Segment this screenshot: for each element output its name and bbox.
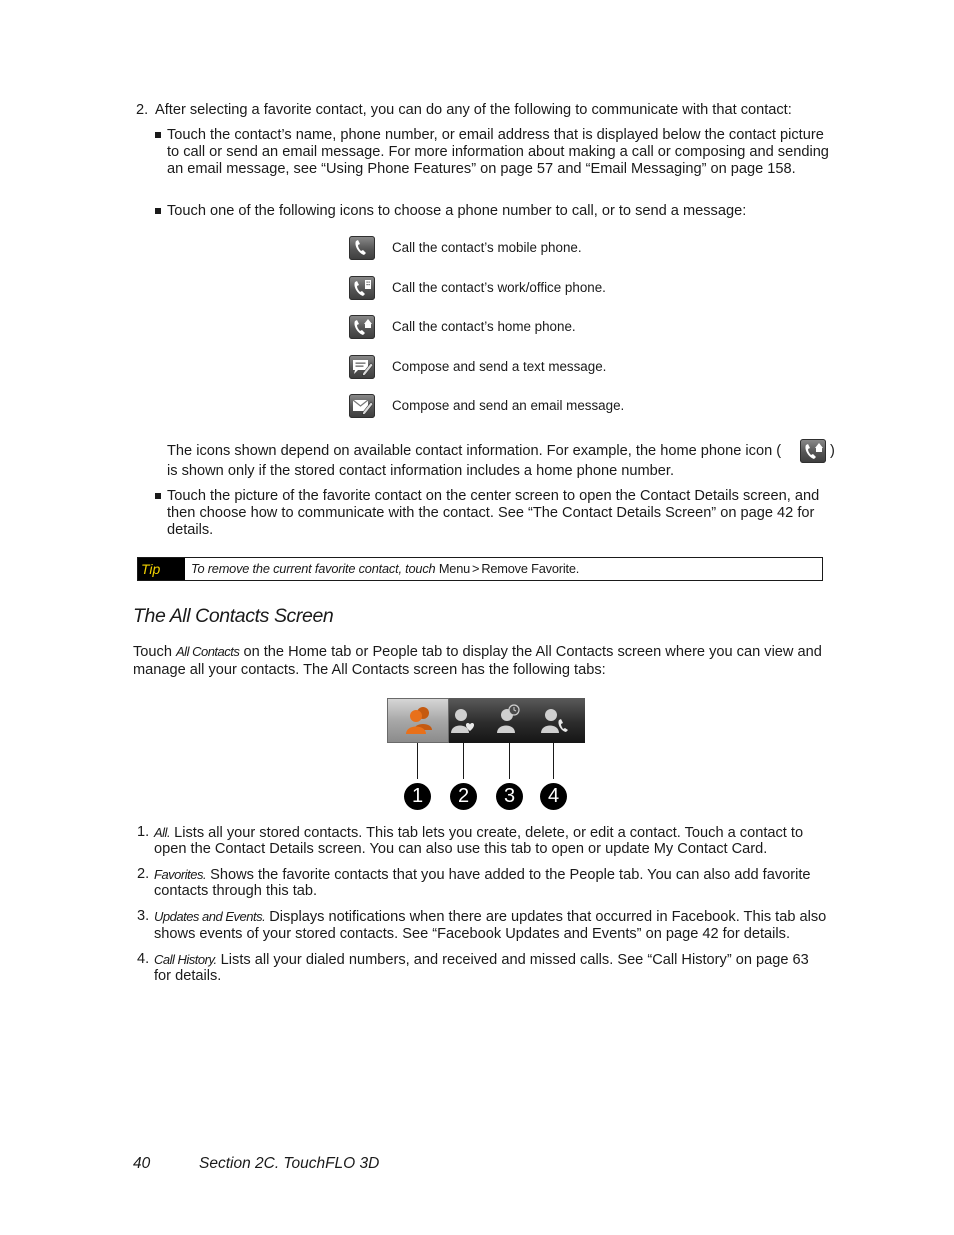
icon-label: Call the contact’s work/office phone. (392, 280, 606, 295)
list-item-line1 (154, 866, 839, 884)
tip-separator: > (472, 561, 480, 576)
section-intro-line1 (133, 643, 839, 661)
icon-label: Call the contact’s home phone. (392, 319, 576, 334)
tip-text-italic: To remove the current favorite contact, touch (191, 561, 436, 576)
list-item-line1 (154, 908, 839, 926)
list-term: Call History. (154, 952, 217, 967)
callout-leader (417, 743, 418, 779)
tip-action: Remove Favorite (481, 561, 576, 576)
step-text: After selecting a favorite contact, you can do any of the following to communicate with that contact: (155, 102, 792, 118)
section-title: The All Contacts Screen (133, 605, 334, 627)
mobile-phone-icon (349, 236, 375, 260)
bullet-text: Touch one of the following icons to choose a phone number to call, or to send a message: (167, 203, 747, 219)
note-text-line2: is shown only if the stored contact information includes a home phone number. (167, 463, 675, 479)
callout-leader (463, 743, 464, 779)
intro-post: on the Home tab or People tab to display the All Contacts screen where you can view and (243, 644, 822, 660)
favorites-tab-icon (441, 698, 486, 743)
bullet-text: Touch the picture of the favorite contact on the center screen to open the Contact Details screen, and then choose how to communicate with the contact. See “The Contact Details Screen” on page 42 for details. (167, 488, 820, 538)
note-text: The icons shown depend on available contact information. For example, the home phone icon ( (167, 443, 782, 459)
all-contacts-tab-icon (396, 698, 441, 743)
list-term: All. (154, 825, 171, 840)
list-item-line2: shows events of your stored contacts. See “Facebook Updates and Events” on page 42 for details. (154, 926, 791, 942)
page-number: 40 (133, 1155, 151, 1172)
list-item-line2: open the Contact Details screen. You can also use this tab to open or update My Contact Card. (154, 841, 768, 857)
bullet-marker (155, 493, 161, 499)
tip-label: Tip (138, 558, 185, 580)
tip-box (137, 557, 823, 581)
tip-text (191, 560, 579, 577)
list-term: Updates and Events. (154, 909, 266, 924)
list-desc: Displays notifications when there are updates that occurred in Facebook. This tab also (269, 909, 827, 925)
icon-label: Compose and send an email message. (392, 398, 625, 413)
list-item-line2: for details. (154, 968, 222, 984)
list-term: Favorites. (154, 867, 207, 882)
icon-label: Call the contact’s mobile phone. (392, 240, 582, 255)
callout-leader (553, 743, 554, 779)
list-item-line1 (154, 951, 839, 969)
section-intro-line2: manage all your contacts. The All Contacts screen has the following tabs: (133, 662, 606, 678)
call-history-tab-icon (532, 698, 577, 743)
callout-4: 4 (540, 783, 567, 810)
home-phone-icon (800, 439, 826, 463)
list-desc: Lists all your dialed numbers, and received and missed calls. See “Call History” on page 63 (220, 952, 809, 968)
tip-menu: Menu (438, 561, 471, 576)
step-number: 2. (136, 102, 149, 118)
tip-end: . (575, 561, 580, 576)
bullet-marker (155, 208, 161, 214)
list-number: 1. (137, 824, 150, 840)
callout-1: 1 (404, 783, 431, 810)
intro-pre: Touch (133, 644, 172, 660)
list-number: 2. (137, 866, 150, 882)
bullet-marker (155, 132, 161, 138)
callout-leader (509, 743, 510, 779)
updates-events-tab-icon (487, 698, 532, 743)
list-item-line1 (154, 824, 839, 842)
work-phone-icon (349, 276, 375, 300)
list-number: 4. (137, 951, 150, 967)
list-desc: Shows the favorite contacts that you have added to the People tab. You can also add favorite (210, 867, 811, 883)
note-close-paren: ) (830, 443, 835, 459)
intro-term: All Contacts (176, 644, 240, 659)
callout-2: 2 (450, 783, 477, 810)
all-contacts-tab-bar (387, 698, 585, 743)
bullet-text: Touch the contact’s name, phone number, or email address that is displayed below the contact picture to call or send an email message. For more information about making a call or composing and sending an email message, see “Using Phone Features” on page 57 and “Email Messaging” on page 158. (167, 127, 829, 177)
list-number: 3. (137, 908, 150, 924)
section-label: Section 2C. TouchFLO 3D (199, 1155, 380, 1172)
email-message-icon (349, 394, 375, 418)
list-item-line2: contacts through this tab. (154, 883, 318, 899)
home-phone-icon (349, 315, 375, 339)
list-desc: Lists all your stored contacts. This tab lets you create, delete, or edit a contact. Touch a contact to (174, 825, 804, 841)
icon-label: Compose and send a text message. (392, 359, 607, 374)
text-message-icon (349, 355, 375, 379)
callout-3: 3 (496, 783, 523, 810)
